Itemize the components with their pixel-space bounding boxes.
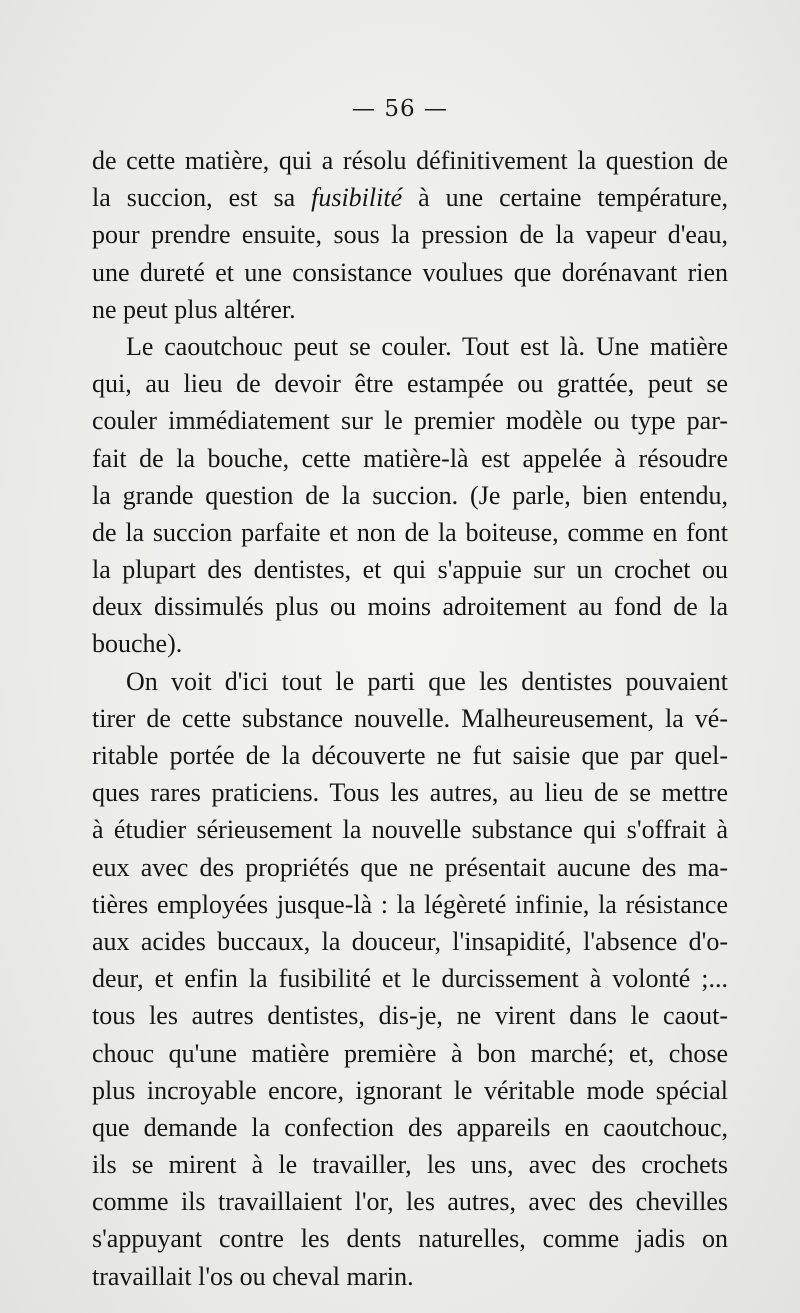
body-text	[92, 142, 728, 1295]
text-line: que demande la confection des appareils en caoutchouc,	[92, 1112, 728, 1142]
text-line: plus incroyable encore, ignorant le véritable mode spécial	[92, 1075, 728, 1105]
text-line: pour prendre ensuite, sous la pression de la vapeur d'eau,	[92, 220, 728, 250]
text-line: ne peut plus altérer.	[92, 294, 296, 324]
text-line: bouche).	[92, 629, 183, 659]
text-line: la succion, est sa fusibilité à une certaine température,	[92, 183, 728, 213]
text-line: la grande question de la succion. (Je parle, bien entendu,	[92, 480, 728, 510]
text-line: de la succion parfaite et non de la boiteuse, comme en font	[92, 517, 728, 547]
text-line: deux dissimulés plus ou moins adroitement au fond de la	[92, 592, 728, 622]
text-line: ques rares praticiens. Tous les autres, au lieu de se mettre	[92, 778, 728, 808]
text-line: de cette matière, qui a résolu définitivement la question de	[92, 146, 728, 175]
text-line: tous les autres dentistes, dis-je, ne virent dans le caout-	[92, 1001, 728, 1031]
text-line: chouc qu'une matière première à bon marché; et, chose	[92, 1038, 728, 1068]
text-line: fait de la bouche, cette matière-là est appelée à résoudre	[92, 443, 728, 473]
paragraph	[92, 328, 728, 663]
text-line: tières employées jusque-là : la légèreté infinie, la résistance	[92, 889, 728, 919]
text-line: qui, au lieu de devoir être estampée ou grattée, peut se	[92, 369, 728, 399]
paragraph	[92, 663, 728, 1295]
emphasized-word: fusibilité	[311, 183, 403, 213]
text-line: s'appuyant contre les dents naturelles, comme jadis on	[92, 1224, 728, 1254]
text-line: travaillait l'os ou cheval marin.	[92, 1261, 414, 1291]
text-line: On voit d'ici tout le parti que les dentistes pouvaient	[126, 666, 728, 696]
text-line: une dureté et une consistance voulues que dorénavant rien	[92, 257, 728, 287]
text-line: couler immédiatement sur le premier modèle ou type par-	[92, 406, 728, 436]
paragraph	[92, 142, 728, 328]
text-line: deur, et enfin la fusibilité et le durcissement à volonté ;...	[92, 964, 728, 994]
text-line: la plupart des dentistes, et qui s'appuie sur un crochet ou	[92, 555, 728, 585]
text-line: ritable portée de la découverte ne fut saisie que par quel-	[92, 741, 728, 770]
text-line: ils se mirent à le travailler, les uns, avec des crochets	[92, 1150, 728, 1180]
text-line: Le caoutchouc peut se couler. Tout est là. Une matière	[126, 331, 728, 361]
text-line: à étudier sérieusement la nouvelle substance qui s'offrait à	[92, 815, 728, 845]
text-line: comme ils travaillaient l'or, les autres, avec des chevilles	[92, 1187, 728, 1217]
page-number: — 56 —	[352, 96, 448, 122]
text-line: tirer de cette substance nouvelle. Malheureusement, la vé-	[92, 703, 728, 733]
text-line: eux avec des propriétés que ne présentait aucune des ma-	[92, 852, 728, 882]
text-line: aux acides buccaux, la douceur, l'insapidité, l'absence d'o-	[92, 926, 728, 956]
